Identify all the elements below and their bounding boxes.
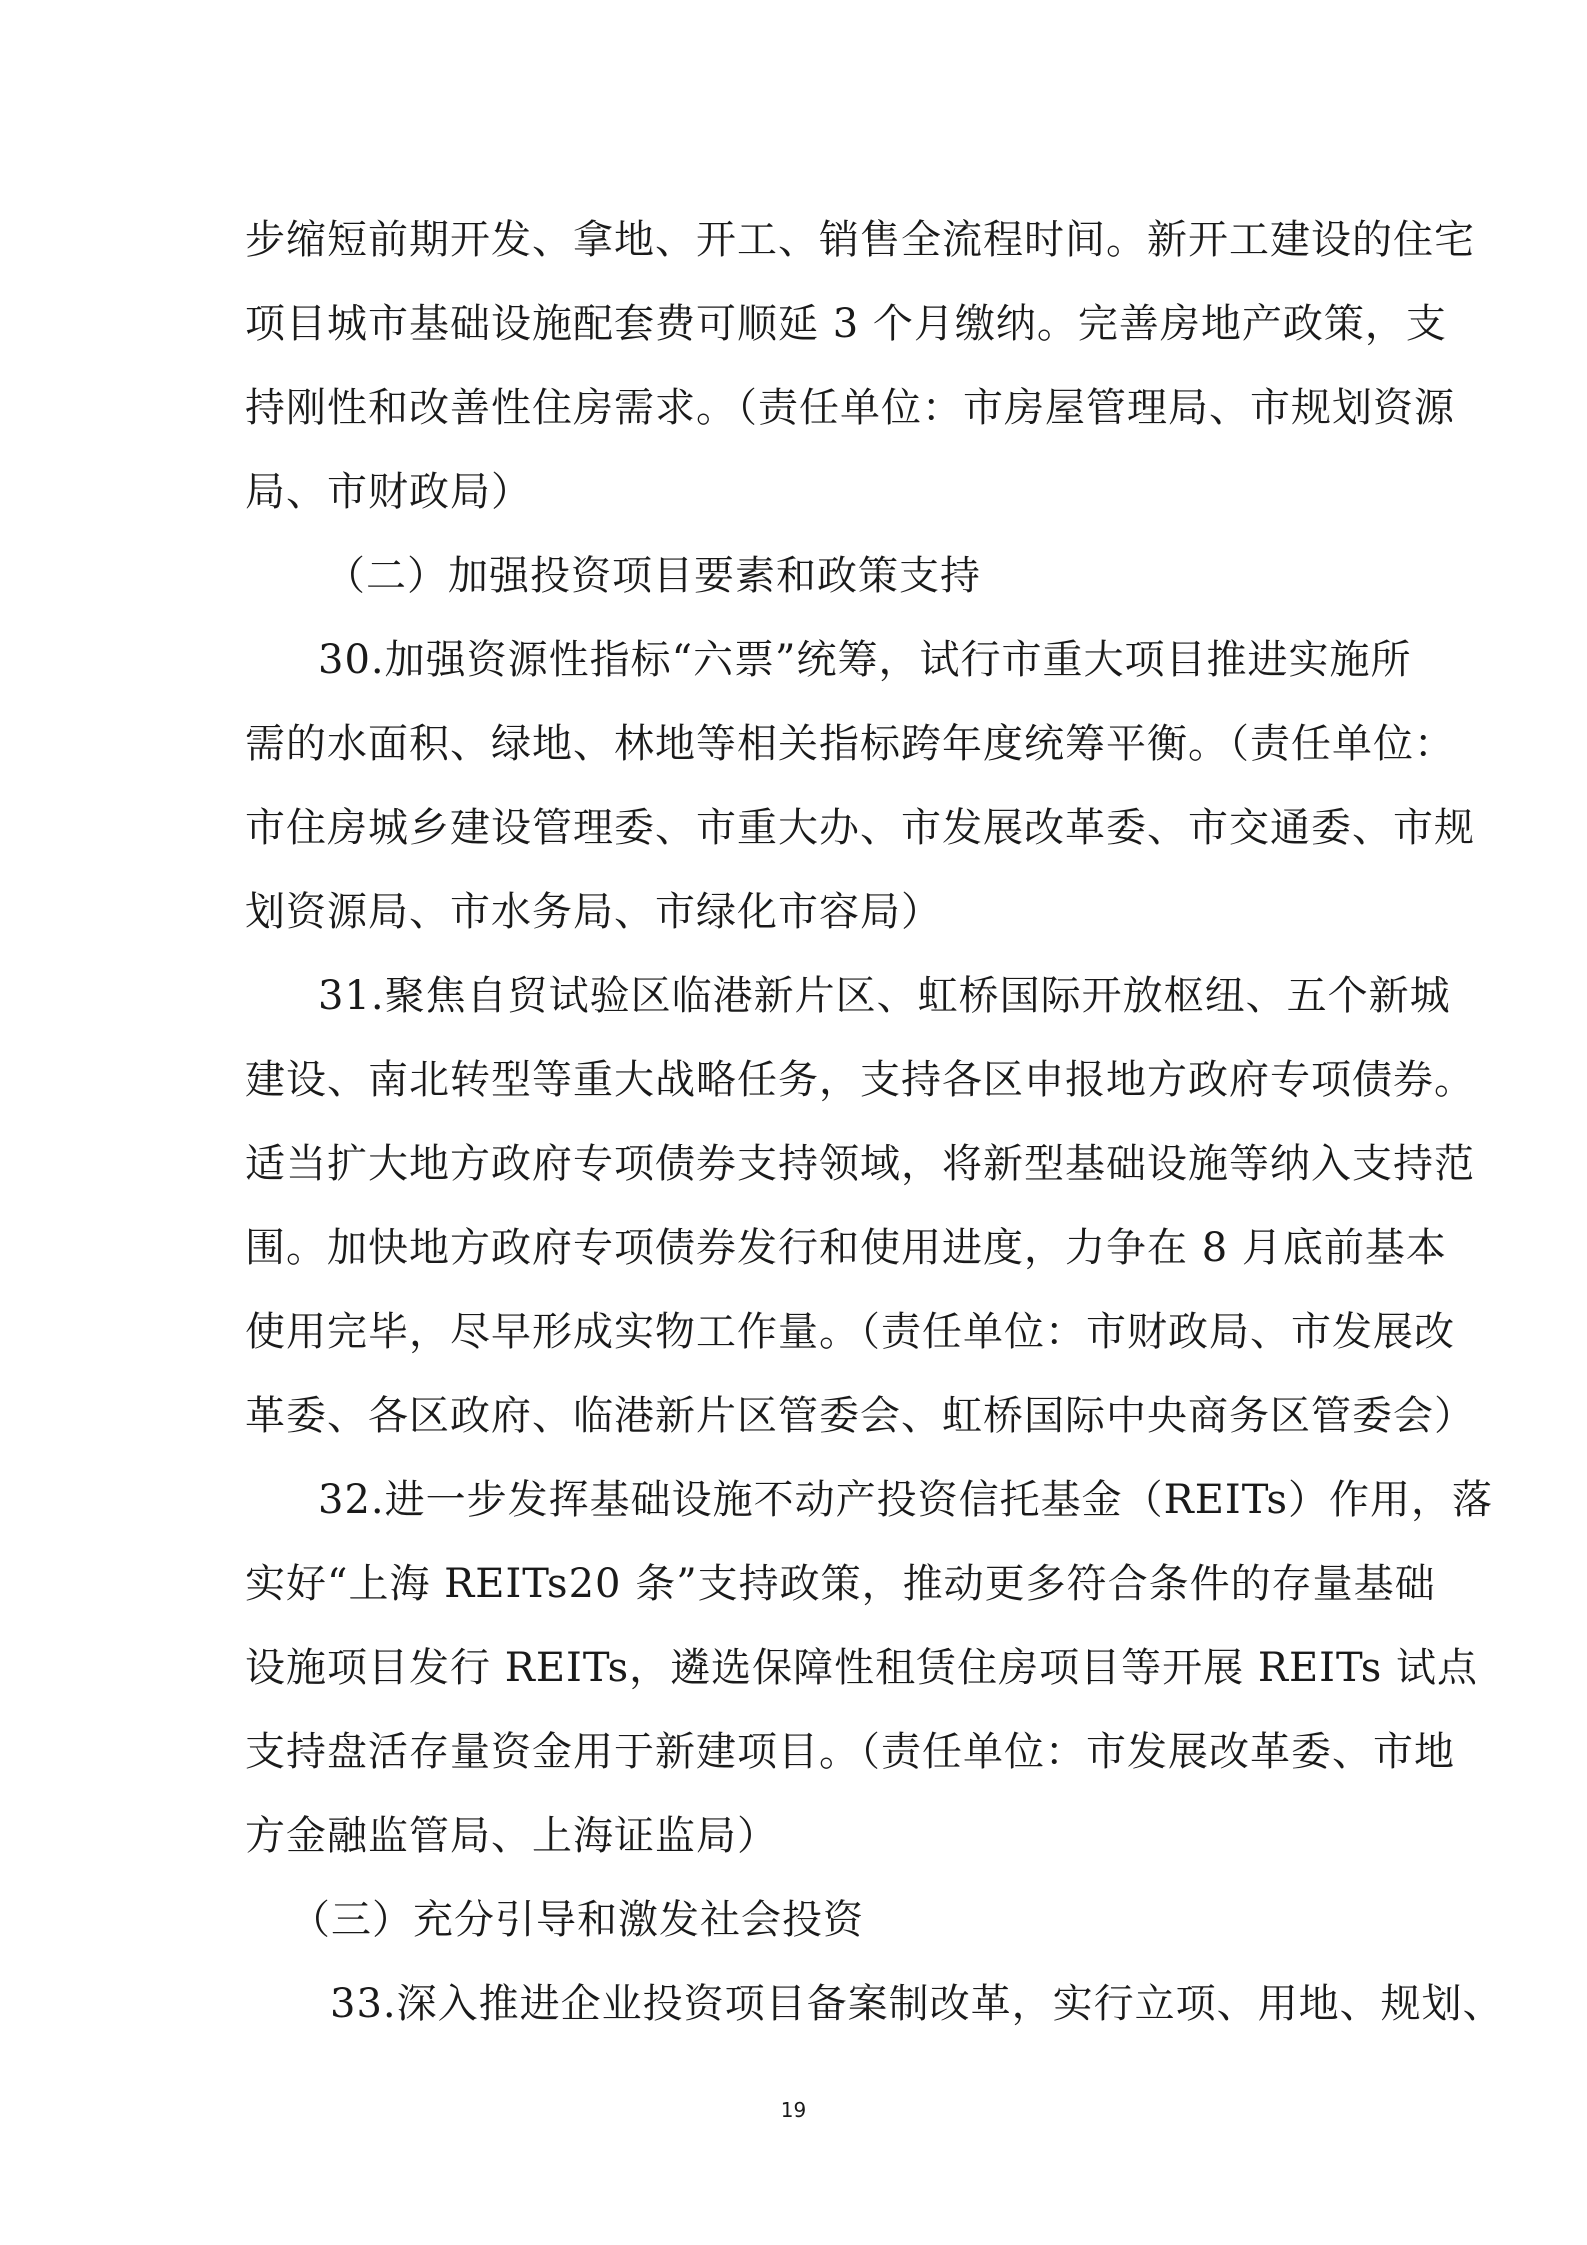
body-text-line: 市住房城乡建设管理委、市重大办、市发展改革委、市交通委、市规 [245, 805, 1475, 851]
clause-33-line: 33.深入推进企业投资项目备案制改革，实行立项、用地、规划、 [330, 1981, 1504, 2027]
clause-32-line: 32.进一步发挥基础设施不动产投资信托基金（REITs）作用，落 [318, 1477, 1494, 1523]
body-text-line: 革委、各区政府、临港新片区管委会、虹桥国际中央商务区管委会） [245, 1393, 1475, 1439]
body-text-line: 设施项目发行 REITs，遴选保障性租赁住房项目等开展 REITs 试点 [245, 1645, 1478, 1691]
body-text-line: 实好“上海 REITs20 条”支持政策，推动更多符合条件的存量基础 [245, 1561, 1436, 1607]
body-text-line: 步缩短前期开发、拿地、开工、销售全流程时间。新开工建设的住宅 [245, 217, 1475, 263]
body-text-line: 围。加快地方政府专项债券发行和使用进度，力争在 8 月底前基本 [245, 1225, 1447, 1271]
clause-30-line: 30.加强资源性指标“六票”统筹，试行市重大项目推进实施所 [318, 637, 1412, 683]
body-text-line: 持刚性和改善性住房需求。（责任单位：市房屋管理局、市规划资源 [245, 385, 1455, 431]
body-text-line: 建设、南北转型等重大战略任务，支持各区申报地方政府专项债券。 [245, 1057, 1475, 1103]
body-text-line: 方金融监管局、上海证监局） [245, 1813, 778, 1859]
body-text-line: 划资源局、市水务局、市绿化市容局） [245, 889, 942, 935]
section-heading: （二）加强投资项目要素和政策支持 [325, 553, 981, 599]
clause-31-line: 31.聚焦自贸试验区临港新片区、虹桥国际开放枢纽、五个新城 [318, 973, 1451, 1019]
body-text-line: 支持盘活存量资金用于新建项目。（责任单位：市发展改革委、市地 [245, 1729, 1455, 1775]
body-text-line: 项目城市基础设施配套费可顺延 3 个月缴纳。完善房地产政策，支 [245, 301, 1447, 347]
body-text-line: 适当扩大地方政府专项债券支持领域，将新型基础设施等纳入支持范 [245, 1141, 1475, 1187]
body-text-line: 需的水面积、绿地、林地等相关指标跨年度统筹平衡。（责任单位： [245, 721, 1455, 767]
page-number: 19 [780, 2098, 807, 2122]
body-text-line: 使用完毕，尽早形成实物工作量。（责任单位：市财政局、市发展改 [245, 1309, 1455, 1355]
body-text-line: 局、市财政局） [245, 469, 532, 515]
section-heading: （三）充分引导和激发社会投资 [290, 1897, 864, 1943]
